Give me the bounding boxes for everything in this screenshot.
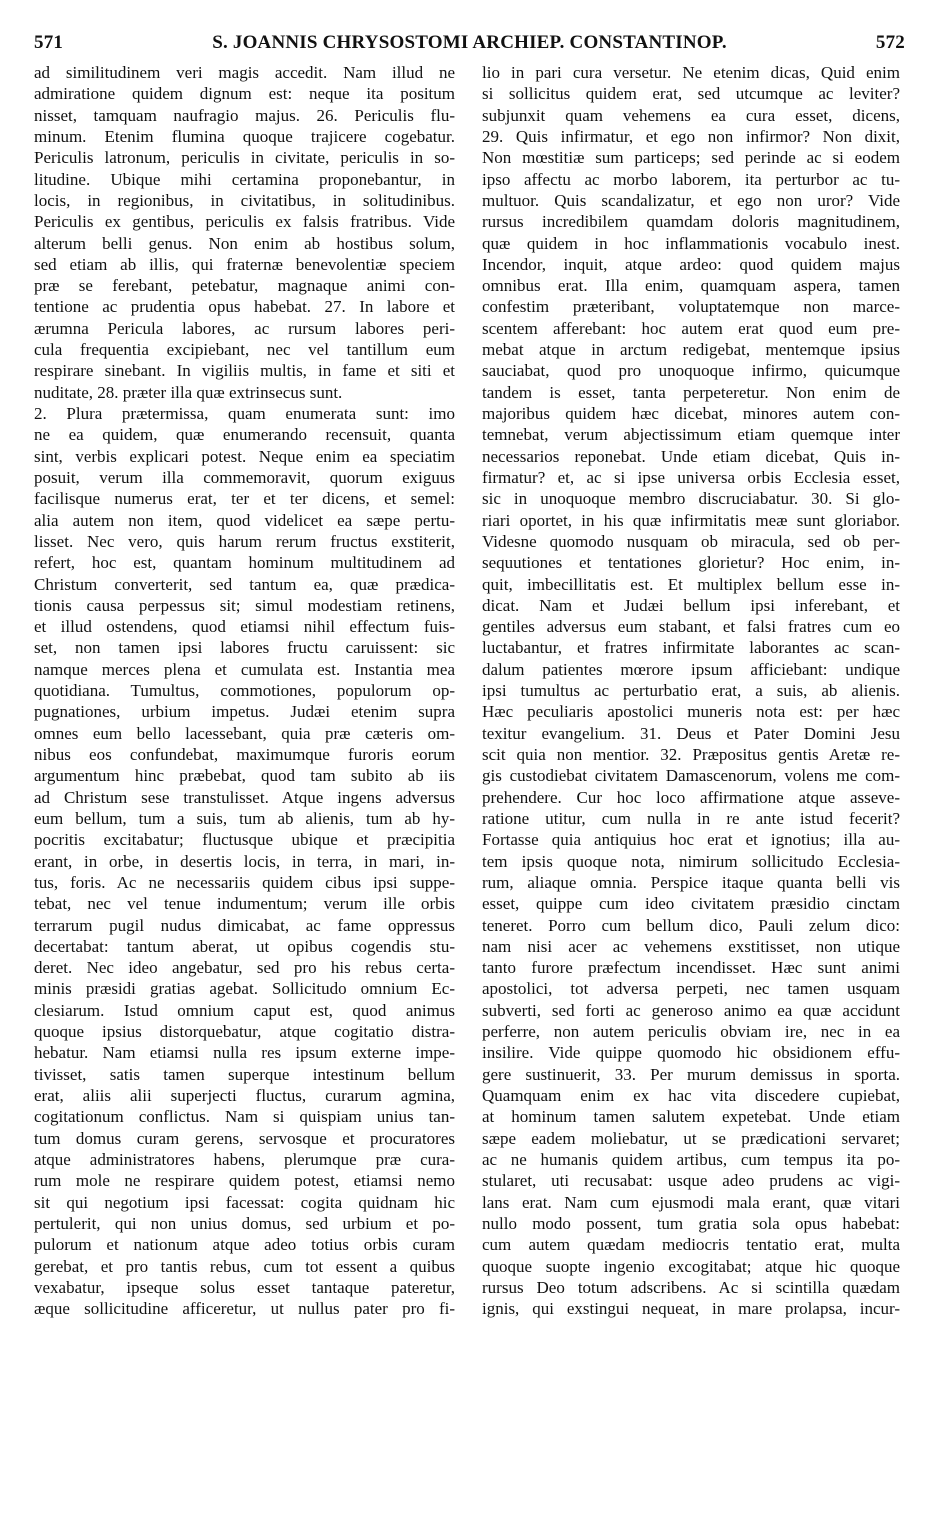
- text-line: alterum belli genus. Non enim ab hostibus solum,: [34, 233, 455, 253]
- text-line: Quamquam enim ex hac vita discedere cupiebat,: [482, 1086, 900, 1105]
- text-line: locis, in regionibus, in civitatibus, in solitudinibus.: [34, 190, 455, 210]
- text-line: quotidiana. Tumultus, commotiones, populorum op-: [34, 681, 455, 701]
- text-line: tivisset, satis tamen superque intestinum bellum: [34, 1064, 455, 1084]
- text-line: Videsne quomodo nusquam ob miracula, sed ob per-: [482, 531, 900, 551]
- text-line: facilisque numerus erat, ter et ter dicens, et semel:: [34, 489, 455, 509]
- text-line: et illud ostendens, quod etiamsi nihil effectum fuis-: [34, 617, 455, 637]
- text-line: rursus Deo totum adscribens. Ac si scintilla quædam: [482, 1277, 900, 1297]
- text-line: scentem afferebant: hoc autem erat quod eum pre-: [482, 318, 900, 338]
- text-line: teneret. Porro cum bellum dico, Pauli zelum dico:: [482, 915, 900, 935]
- text-line: tanto furore præfectum incendisset. Hæc sunt animi: [482, 958, 900, 978]
- text-line: lisset. Nec vero, quis harum rerum fructus exstiterit,: [34, 531, 455, 551]
- text-line: esset, quippe cum ideo civitatem præsidio cinctam: [482, 894, 900, 914]
- text-line: admiratione quidem dignum est: neque ita positum: [34, 84, 455, 104]
- text-line: minis præsidi gratias agebat. Sollicitudo omnium Ec-: [34, 979, 455, 999]
- text-line: 2. Plura prætermissa, quam enumerata sunt: imo: [34, 404, 455, 423]
- text-line: quit, imbecillitatis est. Et multiplex bellum esse in-: [482, 574, 900, 594]
- text-line: erant, in orbe, in desertis locis, in terra, in mari, in-: [34, 851, 455, 871]
- right-column: [482, 62, 900, 1319]
- text-line: sequutiones et tentationes glorietur? Hoc enim, in-: [482, 553, 900, 573]
- text-line: nullo modo possent, tum gratia sola opus habebat:: [482, 1213, 900, 1233]
- text-line: tionis causa perpessus sit; simul modestiam retinens,: [34, 595, 455, 615]
- text-line: riari oportet, in his quæ infirmitatis meæ sunt gloriabor.: [482, 510, 900, 530]
- text-line: cula frequentia excipiebant, nec vel tantillum eum: [34, 340, 455, 360]
- text-line: omnibus erat. Illa enim, quamquam aspera, tamen: [482, 276, 900, 296]
- text-line: ignis, qui exstingui nequeat, in mare prolapsa, incur-: [482, 1299, 900, 1319]
- text-line: necessarios reponebat. Unde etiam dicebat, Quis in-: [482, 446, 900, 466]
- text-line: minum. Etenim flumina quoque trajicere cogebatur.: [34, 126, 455, 146]
- text-line: respirare sinebant. In vigiliis multis, in fame et siti et: [34, 361, 455, 381]
- text-line: refert, hoc est, quantam hominum multitudinem ad: [34, 553, 455, 573]
- page-number-right: 572: [875, 32, 905, 53]
- text-line: ad Christum sese transtulisset. Atque ingens adversus: [34, 787, 455, 807]
- text-line: subjunxit quam vehemens ea cura esset, dicens,: [482, 105, 900, 125]
- text-line: cum autem quædam mediocris tentatio erat, multa: [482, 1235, 900, 1255]
- text-line: tentione ac prudentia opus habebat. 27. In labore et: [34, 297, 455, 317]
- running-title: S. JOANNIS CHRYSOSTOMI ARCHIEP. CONSTANTINOP.: [212, 32, 727, 53]
- text-line: pocritis excitabatur; fluctusque ubique et præcipitia: [34, 830, 455, 850]
- page-number-left: 571: [34, 32, 64, 53]
- text-line: ærumna Pericula labores, ac rursum labores peri-: [34, 318, 455, 338]
- text-line: sic in unoquoque membro discruciabatur. 30. Si glo-: [482, 489, 900, 509]
- text-line: rum, aliaque omnia. Perspice itaque quanta belli vis: [482, 872, 900, 892]
- text-line: rursus incredibilem quamdam doloris magnitudinem,: [482, 212, 900, 232]
- text-line: sed etiam ab illis, qui fraternæ benevolentiæ speciem: [34, 254, 455, 274]
- text-line: ipsi tumultus ac perturbatio erat, a suis, ab alienis.: [482, 681, 900, 701]
- text-line: dicat. Nam et Judæi bellum ipsi inferebant, et: [482, 595, 900, 615]
- text-line: ratione utitur, cum nulla in re ante istud fecerit?: [482, 808, 900, 828]
- text-line: atque administratores habens, plerumque præ cura-: [34, 1149, 455, 1169]
- text-line: sit qui negotium ipsi facessat: cogita quidnam hic: [34, 1192, 455, 1212]
- text-line: 29. Quis infirmatur, et ego non infirmor? Non dixit,: [482, 126, 900, 146]
- text-line: cogitationum conflictus. Nam si quispiam unius tan-: [34, 1107, 455, 1127]
- text-line: insilire. Vide quippe quomodo hic obsidionem effu-: [482, 1043, 900, 1063]
- text-line: nam nisi acer ac vehemens exstitisset, non utique: [482, 936, 900, 956]
- text-line: decertabat: tantum aberat, ut opibus cogendis stu-: [34, 936, 455, 956]
- text-line: ad similitudinem veri magis accedit. Nam illud ne: [34, 63, 455, 82]
- text-line: vexabatur, ipseque solus esset tantaque pateretur,: [34, 1277, 455, 1297]
- text-line: set, non tamen ipsi labores fructu caruissent: sic: [34, 638, 455, 658]
- text-line: ipso affectu ac morbo laborem, ita perturbor ac tu-: [482, 169, 900, 189]
- text-line: sæpe eadem moliebatur, ut se prædicationi servaret;: [482, 1128, 900, 1148]
- text-line: rum mole ne respirare quidem potest, etiamsi nemo: [34, 1171, 455, 1191]
- text-line: multuor. Quis scandalizatur, et ego non uror? Vide: [482, 190, 900, 210]
- running-header: [34, 28, 905, 58]
- text-line: nisset, tamquam naufragio majus. 26. Periculis flu-: [34, 105, 455, 125]
- text-line: alia autem non item, quod videlicet ea sæpe pertu-: [34, 510, 455, 530]
- text-line: argumentum hinc præbebat, quod tam subito ab iis: [34, 766, 455, 786]
- text-line: clesiarum. Istud omnium caput est, quod animus: [34, 1000, 455, 1020]
- text-line: at hominum tamen salutem expetebat. Unde etiam: [482, 1107, 900, 1127]
- text-line: ac ne humanis quidem artibus, cum tempus ita po-: [482, 1149, 900, 1169]
- text-line: tem ipsis quoque nota, nimirum sollicitudo Ecclesia-: [482, 851, 900, 871]
- text-line: Incendor, inquit, atque ardeo: quod quidem majus: [482, 254, 900, 274]
- text-line: confestim præteribant, voluptatemque non marce-: [482, 297, 900, 317]
- text-line: pulorum et nationum atque adeo totius orbis curam: [34, 1235, 455, 1255]
- text-line: gentiles adversus eum stabant, et falsi fratres cum eo: [482, 617, 900, 637]
- text-line: majoribus quidem hæc dicebat, minores autem con-: [482, 404, 900, 423]
- text-line: scit quia non mentior. 32. Præpositus gentis Aretæ re-: [482, 745, 900, 764]
- left-column: [34, 62, 455, 1319]
- text-line: temnebat, verum abjectissimum etiam quemque inter: [482, 425, 900, 445]
- text-line: terrarum pugil nudus dimicabat, ac fame oppressus: [34, 915, 455, 935]
- text-line: subverti, sed forti ac generoso animo ea quæ accidunt: [482, 1000, 900, 1020]
- text-line: gis custodiebat civitatem Damascenorum, volens me com-: [482, 766, 900, 786]
- text-line: prehendere. Cur hoc loco affirmatione atque asseve-: [482, 787, 900, 807]
- text-line: pertulerit, qui non unius domus, sed urbium et po-: [34, 1213, 455, 1233]
- text-line: nuditate, 28. præter illa quæ extrinsecus sunt.: [34, 382, 343, 402]
- text-line: Periculis ex gentibus, periculis ex falsis fratribus. Vide: [34, 212, 455, 232]
- text-line: si sollicitus quidem erat, sed utcumque ac leviter?: [482, 84, 900, 104]
- text-line: apostolici, tot adversa perpeti, nec tamen usquam: [482, 979, 900, 999]
- text-line: gere sustinuerit, 33. Per murum demissus in sporta.: [482, 1064, 900, 1084]
- text-line: perferre, non autem periculis obviam ire, nec in ea: [482, 1022, 900, 1042]
- text-line: quoque suopte ingenio excogitabat; atque hic quoque: [482, 1256, 900, 1276]
- text-line: Hæc peculiaris apostolici muneris nota est: per hæc: [482, 702, 900, 722]
- text-line: luctabantur, et fratres infirmitate laborantes ac scan-: [482, 638, 900, 658]
- text-line: Christum converterit, sed tantum ea, quæ prædica-: [34, 574, 455, 594]
- text-line: quoque ipsius distorquebatur, atque cogitatio distra-: [34, 1022, 455, 1042]
- text-line: sint, verbis explicari potest. Neque enim ea speciatim: [34, 446, 455, 466]
- text-line: gerebat, et pro tantis rebus, cum tot essent a quibus: [34, 1256, 455, 1276]
- text-line: Periculis latronum, periculis in civitate, periculis in so-: [34, 148, 455, 168]
- text-line: eum bellum, tum a suis, tum ab alienis, tum ab hy-: [34, 808, 455, 828]
- text-line: præ se ferebant, petebatur, magnaque animi con-: [34, 276, 455, 296]
- text-line: tandem is esset, tanta perpeteretur. Non enim de: [482, 382, 900, 402]
- text-line: hebatur. Nam etiamsi nulla res ipsum externe impe-: [34, 1043, 455, 1063]
- text-line: deret. Nec ideo angebatur, sed pro his rebus certa-: [34, 958, 455, 978]
- text-line: sauciabat, quod pro unoquoque infirmo, quicumque: [482, 361, 900, 381]
- text-line: omnes eum bello lacessebant, quia præ cæteris om-: [34, 723, 455, 743]
- text-line: posuit, verum illa commemoravit, quorum exiguus: [34, 467, 455, 487]
- text-line: litudine. Ubique mihi certamina proponebantur, in: [34, 169, 455, 189]
- text-line: tebat, nec vel tenue indumentum; verum ille orbis: [34, 894, 455, 914]
- text-line: æque sollicitudine afficeretur, ut nullus pater pro fi-: [34, 1299, 455, 1319]
- text-line: pugnationes, urbium impetus. Judæi etenim supra: [34, 702, 455, 722]
- text-line: quæ quidem in hoc inflammationis vocabulo inest.: [482, 233, 900, 253]
- text-line: firmatur? et, ac si ipse universa orbis Ecclesia esset,: [482, 467, 900, 487]
- text-line: ne ea quidem, quæ enumerando recensuit, quanta: [34, 425, 455, 445]
- text-line: mebat atque in arctum redigebat, mentemque ipsius: [482, 340, 900, 360]
- text-line: tum domus curam gerens, servosque et procuratores: [34, 1128, 455, 1148]
- text-line: texitur evangelium. 31. Deus et Pater Domini Jesu: [482, 723, 900, 743]
- text-line: nibus eos confundebat, maximumque furoris eorum: [34, 745, 455, 764]
- text-line: lans erat. Nam cum ejusmodi mala erant, quæ vitari: [482, 1192, 900, 1212]
- text-line: namque merces plena et cumulata est. Instantia mea: [34, 659, 455, 679]
- text-line: erat, aliis alii superjecti fluctus, curarum agmina,: [34, 1086, 455, 1105]
- text-line: dalum patientes mœrore ipsum afficiebant: undique: [482, 659, 900, 679]
- text-line: Non mœstitiæ sum particeps; sed perinde ac si eodem: [482, 148, 900, 168]
- text-line: stularet, uti recusabat: usque adeo prudens ac vigi-: [482, 1171, 900, 1191]
- text-line: tus, foris. Ac ne necessariis quidem cibus ipsi suppe-: [34, 872, 455, 892]
- text-line: lio in pari cura versetur. Ne etenim dicas, Quid enim: [482, 63, 900, 82]
- text-line: Fortasse quia antiquius hoc erat et ignotius; illa au-: [482, 830, 900, 850]
